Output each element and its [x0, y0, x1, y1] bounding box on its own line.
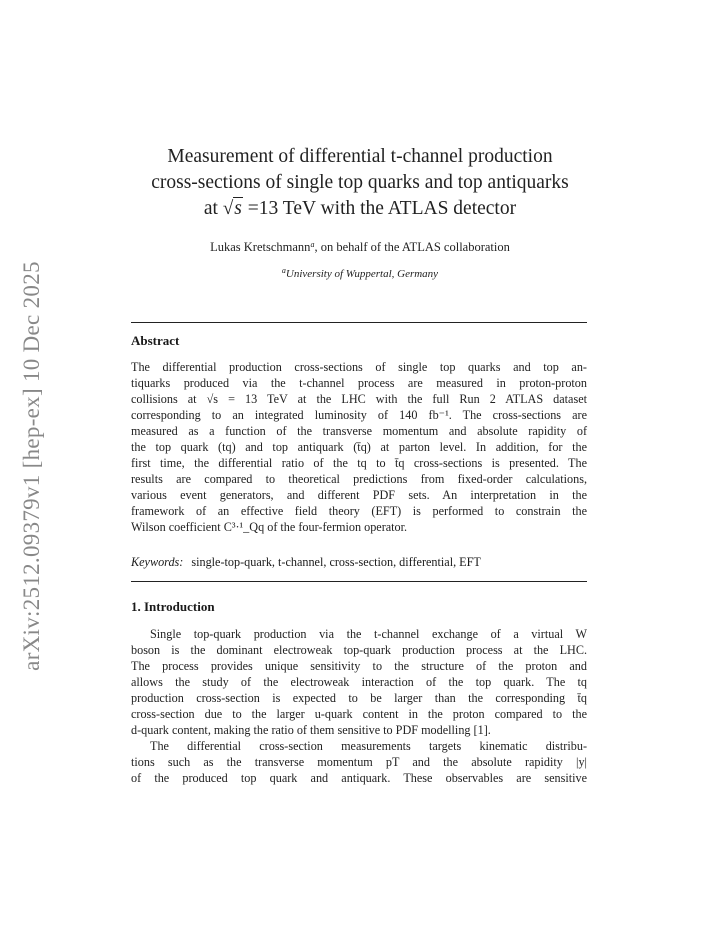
intro-line: of the produced top quark and antiquark. These observables are sensitive — [131, 771, 587, 785]
author-affiliation-mark: a — [310, 240, 315, 249]
abstract-bottom-rule — [131, 581, 587, 582]
abstract-line: corresponding to an integrated luminosity of 140 fb⁻¹. The cross-sections are — [131, 408, 587, 422]
paper-title — [110, 144, 610, 222]
intro-line: cross-section due to the larger u-quark content in the proton compared to the — [131, 707, 587, 721]
abstract-line: tiquarks produced via the t-channel process are measured in proton-proton — [131, 376, 587, 390]
section-heading-introduction: 1. Introduction — [131, 599, 215, 614]
title-line-3 — [110, 196, 610, 222]
title-line-3-suffix: =13 TeV with the ATLAS detector — [247, 198, 517, 219]
intro-line: The differential cross-section measurements targets kinematic distribu- — [150, 739, 587, 753]
intro-line: production cross-section is expected to be larger than the corresponding t̄q — [131, 691, 587, 705]
introduction-body — [131, 626, 587, 786]
title-line-2: cross-sections of single top quarks and top antiquarks — [151, 172, 569, 193]
arxiv-identifier-text: arXiv:2512.09379v1 [hep-ex] 10 Dec 2025 — [19, 261, 45, 671]
affiliation-text: University of Wuppertal, Germany — [285, 268, 439, 280]
author-name: Lukas Kretschmann — [210, 240, 311, 254]
intro-line: allows the study of the electroweak interaction of the top quark. The tq — [131, 675, 587, 689]
author-suffix: , on behalf of the ATLAS collaboration — [314, 240, 510, 254]
keywords-list: single-top-quark, t-channel, cross-section, differential, EFT — [191, 555, 481, 569]
abstract-line: Wilson coefficient C³·¹_Qq of the four-fermion operator. — [131, 520, 408, 534]
abstract-line: results are compared to theoretical predictions from fixed-order calculations, — [131, 472, 587, 486]
intro-line: boson is the dominant electroweak top-quark production process at the LHC. — [131, 643, 587, 657]
abstract-line: the top quark (tq) and top antiquark (t̄q) at parton level. In addition, for the — [131, 440, 587, 454]
title-line-3-prefix: at — [203, 198, 218, 219]
arxiv-identifier-stamp — [12, 257, 52, 675]
affiliation-mark: a — [281, 266, 286, 275]
sqrt-argument: s — [234, 198, 242, 219]
abstract-line: measured as a function of the transverse momentum and absolute rapidity of — [131, 424, 587, 438]
sqrt-symbol: √s — [222, 198, 242, 219]
keywords-line — [131, 555, 587, 570]
abstract-line: The differential production cross-sections of single top quarks and top an- — [131, 360, 587, 374]
abstract-body — [131, 359, 587, 535]
intro-line: The process provides unique sensitivity to the structure of the proton and — [131, 659, 587, 673]
abstract-heading: Abstract — [131, 333, 180, 348]
intro-line: Single top-quark production via the t-channel exchange of a virtual W — [150, 627, 587, 641]
affiliation-line — [110, 266, 610, 280]
intro-line: d-quark content, making the ratio of them sensitive to PDF modelling [1]. — [131, 723, 491, 737]
abstract-line: various event generators, and different PDF sets. An interpretation in the — [131, 488, 587, 502]
title-line-1: Measurement of differential t-channel production — [167, 146, 553, 167]
abstract-line: collisions at √s = 13 TeV at the LHC with the full Run 2 ATLAS dataset — [131, 392, 587, 406]
abstract-top-rule — [131, 322, 587, 323]
author-line — [110, 240, 610, 255]
abstract-line: first time, the differential ratio of the tq to t̄q cross-sections is presented. The — [131, 456, 587, 470]
intro-line: tions such as the transverse momentum pT and the absolute rapidity |y| — [131, 755, 587, 769]
keywords-label: Keywords: — [131, 555, 184, 569]
abstract-line: framework of an effective field theory (EFT) is performed to constrain the — [131, 504, 587, 518]
